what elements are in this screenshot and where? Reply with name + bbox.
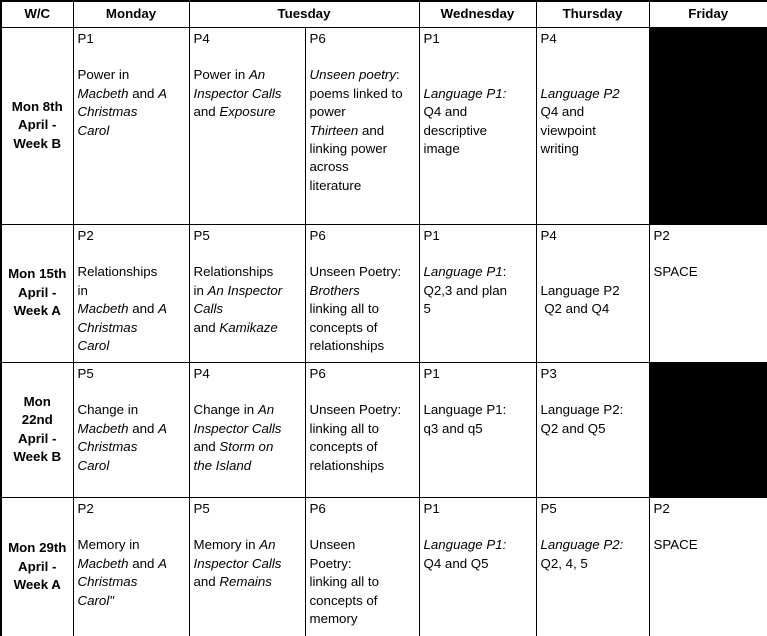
week-label-line: Mon 29th: [8, 540, 67, 556]
text-run: linking all to: [309, 301, 379, 317]
text-run: Relationships: [193, 264, 274, 280]
text-run: Carol: [77, 337, 110, 353]
blocked-cell-friday: [649, 27, 767, 224]
text-run: P1: [423, 500, 440, 516]
text-line: [78, 500, 185, 518]
text-line: [310, 300, 415, 318]
lesson-cell-tuesday-p5: [189, 224, 305, 362]
text-line: [310, 383, 415, 401]
text-run: Poetry:: [309, 555, 352, 571]
header-row: [1, 1, 767, 27]
text-line: [194, 48, 301, 66]
text-line: [310, 122, 415, 140]
text-line: [541, 518, 645, 536]
text-line: [78, 383, 185, 401]
text-run: Memory in: [77, 537, 140, 553]
text-line: [310, 30, 415, 48]
text-run: and: [193, 574, 220, 590]
text-run: literature: [309, 177, 362, 193]
text-line: [424, 140, 532, 158]
text-run: Remains: [219, 574, 272, 590]
text-run: Macbeth: [77, 420, 129, 436]
text-run: A: [158, 555, 167, 571]
text-line: [541, 85, 645, 103]
text-line: [541, 401, 645, 419]
text-line: [194, 420, 301, 438]
text-run: Macbeth: [77, 85, 129, 101]
text-line: [78, 30, 185, 48]
text-line: [194, 438, 301, 456]
text-line: [310, 555, 415, 573]
lesson-cell-tuesday-p6: [305, 27, 419, 224]
text-run: viewpoint: [540, 122, 596, 138]
text-run: Unseen poetry: [309, 67, 396, 83]
text-run: and: [193, 439, 220, 455]
text-run: concepts of: [309, 439, 378, 455]
text-line: [310, 66, 415, 84]
text-run: Brothers: [309, 282, 360, 298]
text-line: [310, 401, 415, 419]
text-line: [310, 573, 415, 591]
text-line: [424, 48, 532, 66]
lesson-cell-tuesday-p6: [305, 497, 419, 636]
text-line: [194, 66, 301, 84]
text-run: Language P2:: [540, 402, 624, 418]
text-run: Q4 and: [423, 104, 468, 120]
text-run: P6: [309, 365, 326, 381]
text-line: [194, 573, 301, 591]
text-run: P5: [77, 365, 94, 381]
text-line: [424, 103, 532, 121]
text-line: [194, 30, 301, 48]
text-line: [310, 227, 415, 245]
text-run: P2: [77, 227, 94, 243]
text-line: [78, 555, 185, 573]
text-run: Unseen Poetry:: [309, 402, 402, 418]
week-label-line: 22nd: [21, 412, 53, 428]
text-run: concepts of: [309, 592, 378, 608]
text-line: [78, 66, 185, 84]
lesson-cell-friday: [649, 224, 767, 362]
lesson-cell-tuesday-p4: [189, 27, 305, 224]
text-run: P5: [193, 227, 210, 243]
text-run: An: [248, 67, 266, 83]
text-run: Q2,3 and plan: [423, 282, 508, 298]
text-line: [541, 500, 645, 518]
text-line: [194, 457, 301, 475]
text-run: Inspector Calls: [193, 555, 282, 571]
text-line: [654, 536, 764, 554]
text-run: Carol: [77, 122, 110, 138]
text-line: [654, 245, 764, 263]
text-line: [310, 245, 415, 263]
text-run: P1: [77, 30, 94, 46]
text-line: [424, 555, 532, 573]
text-line: [194, 103, 301, 121]
week-label-line: Week B: [13, 448, 62, 464]
text-line: [194, 263, 301, 281]
text-line: [424, 245, 532, 263]
text-line: [541, 263, 645, 281]
week-label-line: Mon 8th: [11, 98, 63, 114]
text-line: [654, 518, 764, 536]
text-run: P1: [423, 227, 440, 243]
text-run: P3: [540, 365, 557, 381]
text-run: and: [128, 301, 159, 317]
week-label-line: Week A: [13, 303, 61, 319]
week-label-line: Mon: [23, 393, 51, 409]
text-line: [310, 518, 415, 536]
text-run: Language P1:: [423, 85, 507, 101]
text-line: [424, 282, 532, 300]
text-line: [310, 500, 415, 518]
week-row: [1, 27, 767, 224]
text-run: Q2 and Q4: [540, 301, 610, 317]
text-line: [78, 573, 185, 591]
text-run: An: [257, 402, 275, 418]
text-line: [78, 319, 185, 337]
text-line: [424, 85, 532, 103]
text-line: [78, 227, 185, 245]
text-line: [310, 319, 415, 337]
text-run: in: [77, 282, 88, 298]
lesson-cell-thursday: [536, 224, 649, 362]
lesson-cell-thursday: [536, 362, 649, 497]
text-run: Christmas: [77, 319, 138, 335]
text-line: [310, 263, 415, 281]
text-run: image: [423, 140, 460, 156]
text-line: [78, 420, 185, 438]
column-header-wednesday: Wednesday: [419, 1, 536, 27]
text-run: and: [358, 122, 385, 138]
text-run: Macbeth: [77, 301, 129, 317]
text-run: Christmas: [77, 104, 138, 120]
text-line: [78, 457, 185, 475]
text-run: poems linked to: [309, 85, 403, 101]
text-run: and: [193, 319, 220, 335]
text-line: [424, 536, 532, 554]
text-line: [424, 420, 532, 438]
week-label-line: Week A: [13, 576, 61, 592]
text-line: [194, 365, 301, 383]
text-run: SPACE: [653, 264, 698, 280]
text-run: Inspector Calls: [193, 420, 282, 436]
text-run: linking power: [309, 140, 388, 156]
text-run: Language P1:: [423, 402, 507, 418]
text-run: P5: [193, 500, 210, 516]
text-run: P1: [423, 365, 440, 381]
lesson-cell-monday: [73, 362, 189, 497]
column-header-wc: W/C: [1, 1, 73, 27]
text-run: Language P1:: [423, 537, 507, 553]
text-run: Change in: [77, 402, 139, 418]
text-line: [424, 383, 532, 401]
text-run: linking all to: [309, 574, 379, 590]
text-run: Language P2: [540, 282, 620, 298]
week-label-cell: [1, 224, 73, 362]
text-run: P6: [309, 227, 326, 243]
lesson-cell-tuesday-p5: [189, 497, 305, 636]
text-line: [78, 122, 185, 140]
text-line: [541, 383, 645, 401]
week-label-cell: [1, 362, 73, 497]
text-run: Exposure: [219, 104, 276, 120]
text-line: [194, 245, 301, 263]
text-run: P4: [540, 30, 557, 46]
text-run: Change in: [193, 402, 258, 418]
text-line: [78, 365, 185, 383]
text-run: Macbeth: [77, 555, 129, 571]
text-line: [310, 158, 415, 176]
lesson-cell-monday: [73, 497, 189, 636]
text-run: Memory in: [193, 537, 260, 553]
text-run: Thirteen: [309, 122, 359, 138]
text-line: [424, 227, 532, 245]
text-run: Carol: [77, 457, 110, 473]
text-run: An: [259, 537, 276, 553]
text-run: Kamikaze: [219, 319, 278, 335]
column-header-monday: Monday: [73, 1, 189, 27]
text-run: q3 and q5: [423, 420, 483, 436]
text-line: [310, 457, 415, 475]
text-line: [541, 122, 645, 140]
text-run: Inspector Calls: [193, 85, 282, 101]
text-line: [541, 66, 645, 84]
column-header-thursday: Thursday: [536, 1, 649, 27]
text-line: [78, 536, 185, 554]
text-line: [194, 282, 301, 300]
week-row: [1, 497, 767, 636]
column-header-friday: Friday: [649, 1, 767, 27]
text-line: [194, 85, 301, 103]
week-label-line: April -: [18, 558, 57, 574]
text-line: [310, 536, 415, 554]
text-run: Christmas: [77, 574, 138, 590]
text-line: [78, 85, 185, 103]
text-run: and: [193, 104, 220, 120]
text-run: Calls: [193, 301, 224, 317]
text-line: [310, 282, 415, 300]
blocked-cell-friday: [649, 362, 767, 497]
text-run: An Inspector: [207, 282, 283, 298]
text-run: P4: [193, 365, 210, 381]
lesson-cell-thursday: [536, 27, 649, 224]
week-label-cell: [1, 27, 73, 224]
text-run: 5: [423, 301, 431, 317]
text-line: [194, 500, 301, 518]
week-label-line: Week B: [13, 135, 62, 151]
text-run: and: [128, 85, 159, 101]
week-row: [1, 224, 767, 362]
text-line: [78, 300, 185, 318]
text-run: Q2 and Q5: [540, 420, 606, 436]
text-line: [194, 536, 301, 554]
lesson-cell-monday: [73, 27, 189, 224]
lesson-cell-friday: [649, 497, 767, 636]
text-line: [424, 30, 532, 48]
text-line: [424, 300, 532, 318]
lesson-cell-tuesday-p4: [189, 362, 305, 497]
text-run: memory: [309, 610, 358, 626]
week-label-line: April -: [18, 117, 57, 133]
text-line: [78, 48, 185, 66]
text-line: [541, 30, 645, 48]
text-line: [424, 263, 532, 281]
text-line: [78, 245, 185, 263]
text-run: the Island: [193, 457, 252, 473]
text-run: P2: [77, 500, 94, 516]
text-run: Carol": [77, 592, 114, 608]
text-line: [424, 365, 532, 383]
lesson-cell-thursday: [536, 497, 649, 636]
text-line: [424, 66, 532, 84]
text-line: [654, 263, 764, 281]
text-run: P2: [653, 500, 670, 516]
text-line: [194, 401, 301, 419]
text-line: [194, 227, 301, 245]
text-line: [541, 140, 645, 158]
text-run: in: [193, 282, 208, 298]
text-run: descriptive: [423, 122, 488, 138]
text-run: Q4 and: [540, 104, 585, 120]
lesson-cell-wednesday: [419, 497, 536, 636]
text-run: writing: [540, 140, 579, 156]
column-header-tuesday: Tuesday: [189, 1, 419, 27]
text-line: [310, 48, 415, 66]
text-run: P4: [193, 30, 210, 46]
week-row: [1, 362, 767, 497]
text-line: [194, 300, 301, 318]
text-line: [78, 263, 185, 281]
text-run: Language P1: [423, 264, 503, 280]
text-run: P5: [540, 500, 557, 516]
text-run: P6: [309, 500, 326, 516]
text-line: [310, 365, 415, 383]
text-run: :: [395, 67, 400, 83]
text-run: Relationships: [77, 264, 158, 280]
text-line: [310, 610, 415, 628]
text-run: P2: [653, 227, 670, 243]
text-run: :: [502, 264, 507, 280]
text-line: [310, 85, 415, 103]
text-line: [541, 420, 645, 438]
text-run: Power in: [193, 67, 249, 83]
lesson-cell-wednesday: [419, 362, 536, 497]
text-line: [541, 282, 645, 300]
text-run: relationships: [309, 337, 385, 353]
text-run: SPACE: [653, 537, 698, 553]
text-run: linking all to: [309, 420, 379, 436]
text-run: P4: [540, 227, 557, 243]
text-run: A: [158, 420, 167, 436]
text-run: and: [128, 555, 159, 571]
text-line: [78, 592, 185, 610]
text-line: [541, 245, 645, 263]
text-line: [310, 592, 415, 610]
text-line: [78, 337, 185, 355]
text-line: [654, 500, 764, 518]
text-run: A: [158, 301, 167, 317]
text-run: Unseen: [309, 537, 356, 553]
text-line: [310, 103, 415, 121]
text-run: relationships: [309, 457, 385, 473]
text-run: P1: [423, 30, 440, 46]
text-line: [541, 555, 645, 573]
text-line: [78, 282, 185, 300]
text-line: [424, 122, 532, 140]
text-line: [194, 518, 301, 536]
lesson-cell-tuesday-p6: [305, 224, 419, 362]
text-line: [78, 518, 185, 536]
text-run: Storm on: [219, 439, 274, 455]
text-line: [310, 420, 415, 438]
week-label-line: Mon 15th: [8, 266, 67, 282]
text-line: [194, 383, 301, 401]
text-line: [78, 438, 185, 456]
text-line: [541, 300, 645, 318]
text-run: Q4 and Q5: [423, 555, 489, 571]
text-line: [194, 555, 301, 573]
text-run: Q2, 4, 5: [540, 555, 588, 571]
week-label-cell: [1, 497, 73, 636]
text-run: concepts of: [309, 319, 378, 335]
text-run: P6: [309, 30, 326, 46]
text-line: [541, 365, 645, 383]
text-line: [654, 227, 764, 245]
text-line: [424, 518, 532, 536]
text-line: [424, 401, 532, 419]
text-line: [310, 177, 415, 195]
text-line: [310, 337, 415, 355]
text-line: [78, 401, 185, 419]
text-line: [424, 500, 532, 518]
lesson-cell-wednesday: [419, 27, 536, 224]
text-run: Christmas: [77, 439, 138, 455]
lesson-cell-wednesday: [419, 224, 536, 362]
text-line: [310, 438, 415, 456]
text-line: [541, 227, 645, 245]
text-run: Unseen Poetry:: [309, 264, 402, 280]
text-run: A: [158, 85, 167, 101]
text-run: and: [128, 420, 159, 436]
text-run: power: [309, 104, 346, 120]
text-run: Language P2: [540, 85, 620, 101]
text-run: Power in: [77, 67, 130, 83]
lesson-cell-tuesday-p6: [305, 362, 419, 497]
week-label-line: April -: [18, 430, 57, 446]
text-run: Language P2:: [540, 537, 624, 553]
text-line: [541, 48, 645, 66]
text-line: [541, 103, 645, 121]
text-line: [310, 140, 415, 158]
text-run: across: [309, 159, 349, 175]
text-line: [541, 536, 645, 554]
lesson-cell-monday: [73, 224, 189, 362]
text-line: [194, 319, 301, 337]
text-line: [78, 103, 185, 121]
week-label-line: April -: [18, 284, 57, 300]
